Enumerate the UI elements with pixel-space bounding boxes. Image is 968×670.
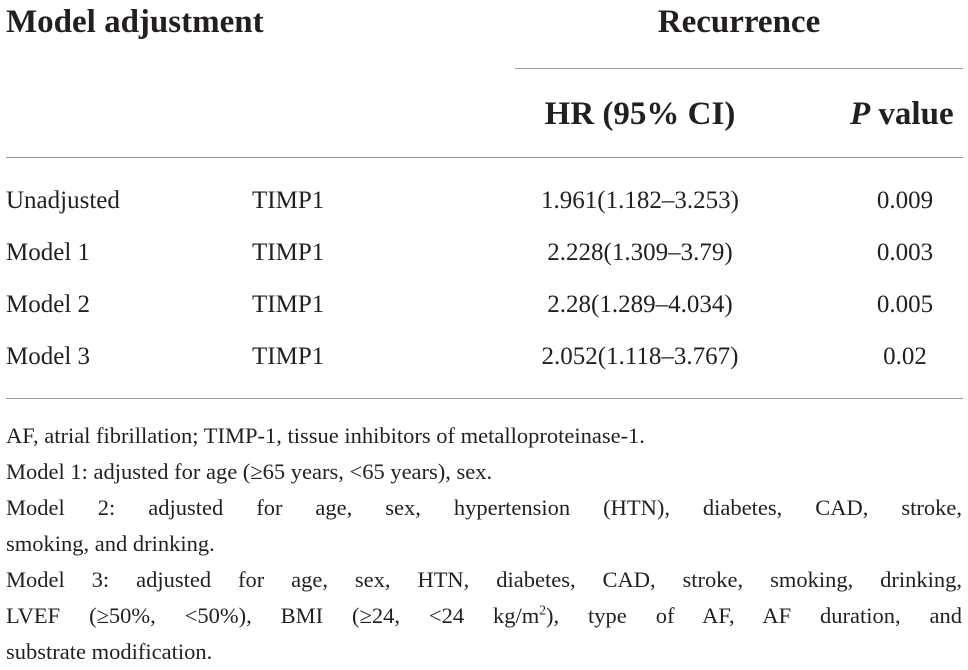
group-rule xyxy=(515,68,963,69)
header-hr: HR (95% CI) xyxy=(544,96,736,132)
row4-hr: 2.052(1.118–3.767) xyxy=(541,343,739,370)
row4-marker: TIMP1 xyxy=(252,343,325,370)
row2-marker: TIMP1 xyxy=(252,239,325,266)
header-recurrence: Recurrence xyxy=(657,4,821,40)
row2-p: 0.003 xyxy=(876,239,934,266)
row3-p: 0.005 xyxy=(876,291,934,318)
row1-marker: TIMP1 xyxy=(252,187,325,214)
row2-hr: 2.228(1.309–3.79) xyxy=(547,239,733,266)
table-footnotes xyxy=(6,418,962,670)
header-p-italic: P xyxy=(850,96,871,132)
note-model3-line2-post: ), type of AF, AF duration, and xyxy=(546,603,963,628)
row1-p: 0.009 xyxy=(876,187,934,214)
row1-model: Unadjusted xyxy=(6,187,120,214)
note-model2-line2: smoking, and drinking. xyxy=(6,531,215,556)
note-model3-line2-pre: LVEF (≥50%, <50%), BMI (≥24, <24 kg/m xyxy=(6,603,540,628)
note-model1: Model 1: adjusted for age (≥65 years, <65 years), sex. xyxy=(6,459,493,484)
note-abbreviations: AF, atrial fibrillation; TIMP-1, tissue inhibitors of metalloproteinase-1. xyxy=(6,423,645,448)
header-model-adjustment: Model adjustment xyxy=(6,4,264,40)
header-p-rest: value xyxy=(870,96,954,132)
row3-marker: TIMP1 xyxy=(252,291,325,318)
row1-hr: 1.961(1.182–3.253) xyxy=(541,187,739,214)
header-p-value xyxy=(850,94,954,134)
header-rule xyxy=(6,157,963,158)
row4-p: 0.02 xyxy=(883,343,927,370)
note-model3-superscript: 2 xyxy=(539,602,547,618)
note-model3-line3: substrate modification. xyxy=(6,639,213,664)
row3-model: Model 2 xyxy=(6,291,91,318)
row2-model: Model 1 xyxy=(6,239,91,266)
row4-model: Model 3 xyxy=(6,343,91,370)
row3-hr: 2.28(1.289–4.034) xyxy=(547,291,733,318)
note-model3-line1: Model 3: adjusted for age, sex, HTN, diabetes, CAD, stroke, smoking, drinking, xyxy=(6,567,962,592)
note-model2-line1: Model 2: adjusted for age, sex, hypertension (HTN), diabetes, CAD, stroke, xyxy=(6,495,962,520)
note-model3-line2 xyxy=(6,598,962,634)
table-bottom-rule xyxy=(6,398,963,399)
